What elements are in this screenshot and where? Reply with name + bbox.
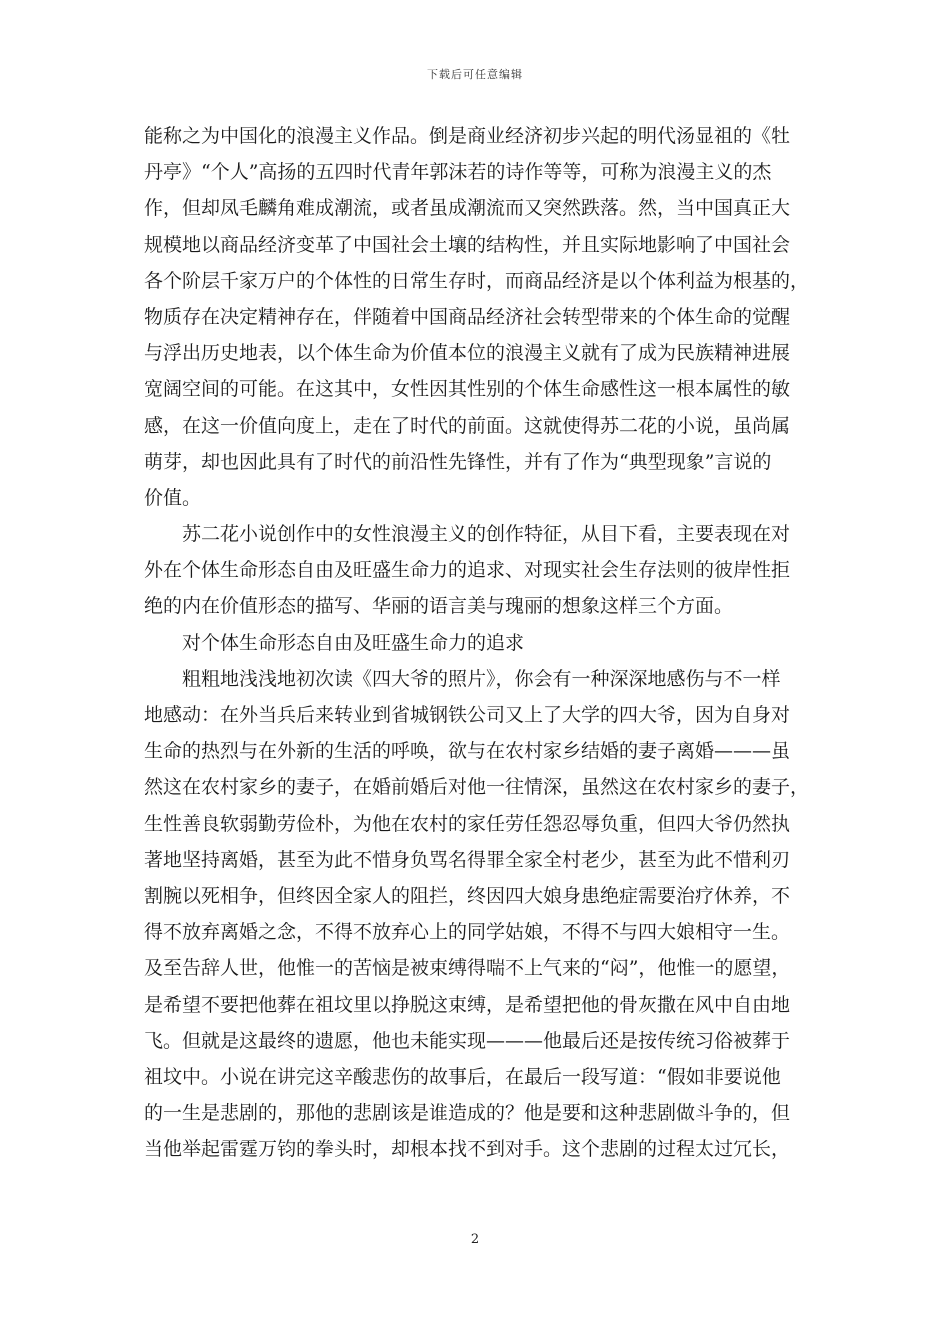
text-line: 感，在这一价值向度上，走在了时代的前面。这就使得苏二花的小说，虽尚属: [144, 414, 791, 437]
text-line: 的一生是悲剧的，那他的悲剧该是谁造成的？他是要和这种悲剧做斗争的，但: [144, 1102, 791, 1125]
text-line: 能称之为中国化的浪漫主义作品。倒是商业经济初步兴起的明代汤显祖的《牡: [144, 125, 791, 147]
text-line: 价值。: [144, 486, 202, 509]
text-line: 各个阶层千家万户的个体性的日常生存时，而商品经济是以个体利益为根基的，: [144, 269, 810, 292]
text-line: 萌芽，却也因此具有了时代的前沿性先锋性，并有了作为“典型现象”言说的: [144, 450, 772, 473]
text-line: 然这在农村家乡的妻子，在婚前婚后对他一往情深，虽然这在农村家乡的妻子，: [144, 776, 810, 799]
text-line: 规模地以商品经济变革了中国社会土壤的结构性，并且实际地影响了中国社会: [144, 233, 791, 256]
text-line: 作，但却凤毛麟角难成潮流，或者虽成潮流而又突然跌落。然，当中国真正大: [144, 197, 791, 220]
page-number: 2: [470, 1232, 480, 1247]
text-line: 外在个体生命形态自由及旺盛生命力的追求、对现实社会生存法则的彼岸性拒: [144, 559, 791, 582]
page-header: 下载后可任意编辑: [427, 68, 523, 81]
text-line: 粗粗地浅浅地初次读《四大爷的照片》，你会有一种深深地感伤与不一样: [144, 667, 781, 690]
section-heading: 对个体生命形态自由及旺盛生命力的追求: [144, 631, 525, 654]
text-line: 著地坚持离婚，甚至为此不惜身负骂名得罪全家全村老少，甚至为此不惜利刃: [144, 848, 791, 871]
text-line: 祖坟中。小说在讲完这辛酸悲伤的故事后，在最后一段写道：“假如非要说他: [144, 1065, 781, 1088]
text-line: 苏二花小说创作中的女性浪漫主义的创作特征，从目下看，主要表现在对: [144, 523, 791, 546]
text-line: 地感动：在外当兵后来转业到省城钢铁公司又上了大学的四大爷，因为自身对: [144, 704, 791, 726]
text-line: 物质存在决定精神存在，伴随着中国商品经济社会转型带来的个体生命的觉醒: [144, 305, 791, 328]
text-line: 绝的内在价值形态的描写、华丽的语言美与瑰丽的想象这样三个方面。: [144, 595, 734, 618]
text-line: 当他举起雷霆万钧的拳头时，却根本找不到对手。这个悲剧的过程太过冗长，: [144, 1138, 791, 1161]
text-line: 割腕以死相争，但终因全家人的阻拦，终因四大娘身患绝症需要治疗休养，不: [144, 884, 791, 907]
text-line: 宽阔空间的可能。在这其中，女性因其性别的个体生命感性这一根本属性的敏: [144, 378, 791, 401]
text-line: 生命的热烈与在外新的生活的呼唤，欲与在农村家乡结婚的妻子离婚———虽: [144, 740, 791, 763]
body-text: [144, 118, 820, 1167]
text-line: 飞。但就是这最终的遗愿，他也未能实现———他最后还是按传统习俗被葬于: [144, 1029, 791, 1052]
text-line: 生性善良软弱勤劳俭朴，为他在农村的家任劳任怨忍辱负重，但四大爷仍然执: [144, 812, 791, 835]
text-line: 及至告辞人世，他惟一的苦恼是被束缚得喘不上气来的“闷”，他惟一的愿望，: [144, 957, 791, 980]
text-line: 是希望不要把他葬在祖坟里以挣脱这束缚，是希望把他的骨灰撒在风中自由地: [144, 993, 791, 1016]
text-line: 得不放弃离婚之念，不得不放弃心上的同学姑娘，不得不与四大娘相守一生。: [144, 921, 791, 944]
text-line: 丹亭》“个人”高扬的五四时代青年郭沫若的诗作等等，可称为浪漫主义的杰: [144, 161, 772, 184]
text-line: 与浮出历史地表，以个体生命为价值本位的浪漫主义就有了成为民族精神进展: [144, 342, 791, 365]
